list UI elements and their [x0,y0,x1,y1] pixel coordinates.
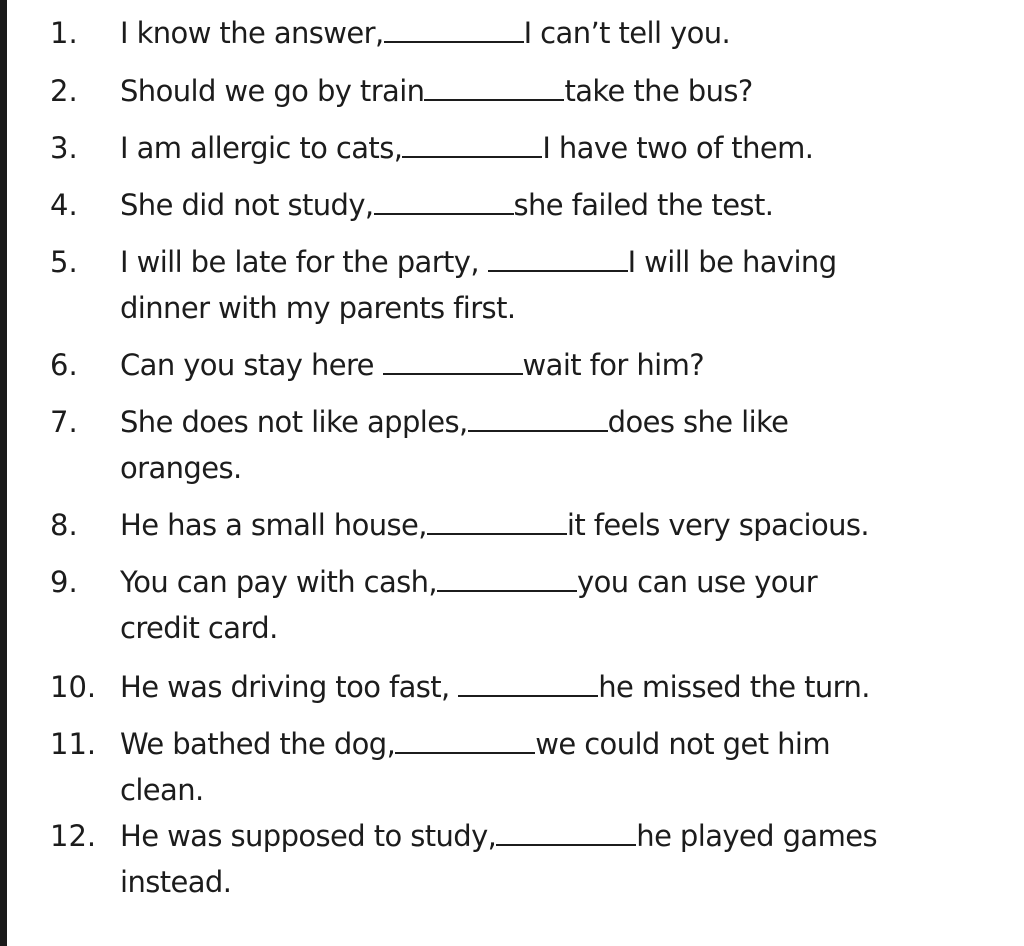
answer-blank[interactable] [402,129,542,158]
question-number: 9. [50,565,78,599]
sentence-before-blank: He has a small house, [120,508,427,542]
answer-blank[interactable] [458,668,598,697]
sentence-after-blank: I have two of them. [542,131,814,165]
question-text [120,502,1000,548]
answer-blank[interactable] [374,186,514,215]
answer-blank[interactable] [427,506,567,535]
question-number: 1. [50,16,78,50]
sentence-continuation: oranges. [120,451,242,485]
sentence-before-blank: I know the answer, [120,16,384,50]
sentence-after-blank: I will be having [627,245,837,279]
sentence-after-blank: wait for him? [522,348,705,382]
sentence-continuation: clean. [120,773,204,807]
sentence-before-blank: You can pay with cash, [120,565,438,599]
question-text [120,813,1000,905]
question-number: 12. [50,819,97,853]
sentence-before-blank: I will be late for the party, [120,245,488,279]
question-number: 4. [50,188,78,222]
sentence-before-blank: Should we go by train [120,74,425,108]
question-text [120,182,1000,228]
sentence-before-blank: He was supposed to study, [120,819,497,853]
sentence-after-blank: take the bus? [564,74,753,108]
question-text [120,559,1000,651]
answer-blank[interactable] [496,817,636,846]
answer-blank[interactable] [468,403,608,432]
question-number: 8. [50,508,78,542]
sentence-after-blank: does she like [607,405,789,439]
question-number: 2. [50,74,78,108]
sentence-after-blank: she failed the test. [513,188,774,222]
question-text [120,664,1000,710]
question-number: 7. [50,405,78,439]
sentence-before-blank: Can you stay here [120,348,383,382]
question-text [120,399,1000,491]
sentence-before-blank: I am allergic to cats, [120,131,403,165]
answer-blank[interactable] [488,243,628,272]
sentence-continuation: dinner with my parents first. [120,291,516,325]
sentence-after-blank: you can use your [577,565,818,599]
question-number: 10. [50,670,97,704]
sentence-before-blank: We bathed the dog, [120,727,396,761]
question-text [120,68,1000,114]
answer-blank[interactable] [437,563,577,592]
question-text [120,125,1000,171]
question-number: 3. [50,131,78,165]
answer-blank[interactable] [384,14,524,43]
answer-blank[interactable] [395,725,535,754]
sentence-continuation: credit card. [120,611,278,645]
sentence-continuation: instead. [120,865,232,899]
sentence-after-blank: he missed the turn. [598,670,870,704]
question-text [120,10,1000,56]
sentence-after-blank: we could not get him [535,727,831,761]
question-text [120,721,1000,813]
sentence-after-blank: it feels very spacious. [566,508,870,542]
question-text [120,239,1000,331]
answer-blank[interactable] [424,72,564,101]
question-text [120,342,1000,388]
sentence-after-blank: he played games [636,819,877,853]
sentence-before-blank: She did not study, [120,188,374,222]
answer-blank[interactable] [383,346,523,375]
question-number: 11. [50,727,97,761]
sentence-before-blank: She does not like apples, [120,405,468,439]
sentence-before-blank: He was driving too fast, [120,670,459,704]
question-number: 5. [50,245,78,279]
question-number: 6. [50,348,78,382]
sentence-after-blank: I can’t tell you. [523,16,731,50]
